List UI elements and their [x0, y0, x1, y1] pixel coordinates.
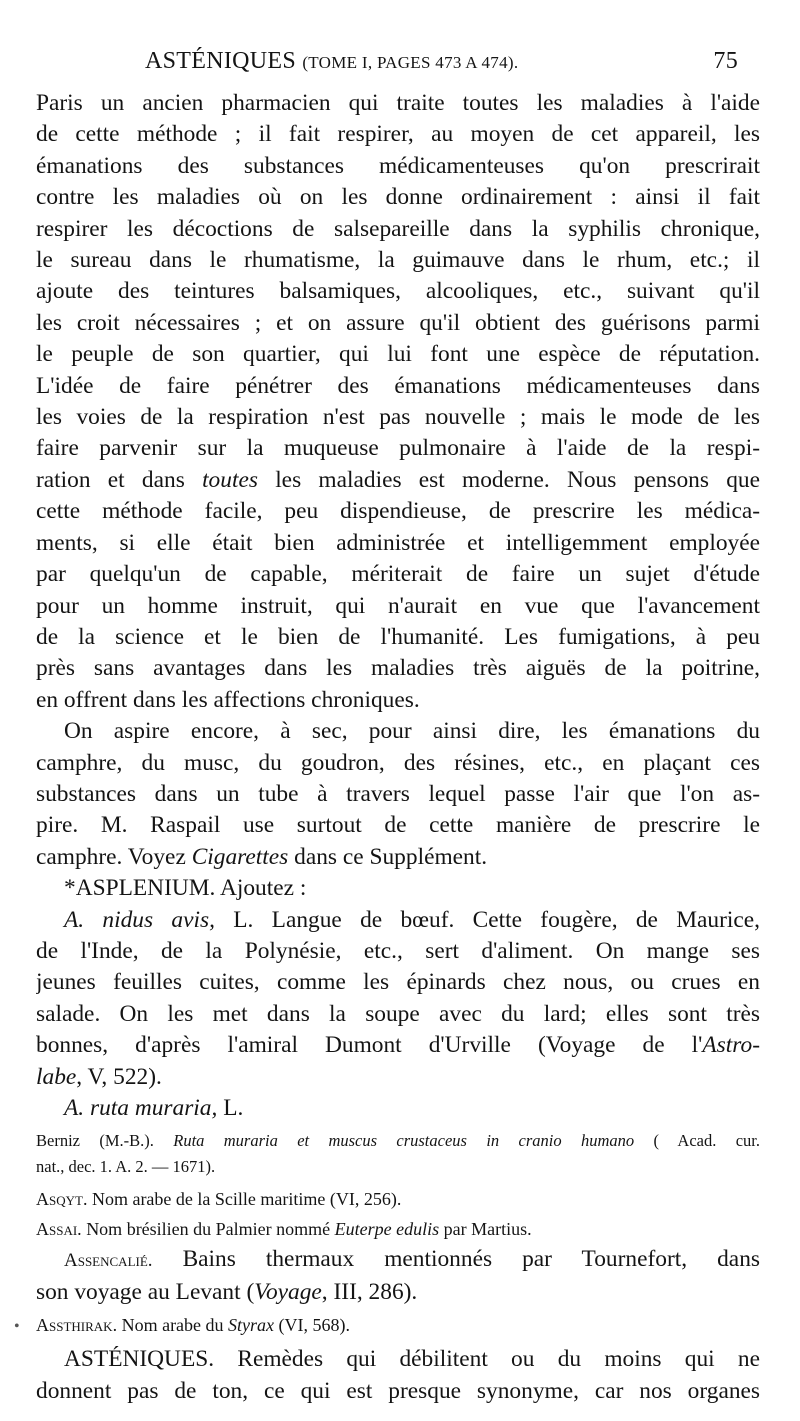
text-line [36, 1093, 760, 1124]
entry-assthirak [36, 1310, 760, 1340]
text-line: de la science et le bien de l'humanité. Les fumigations, à peu [36, 623, 760, 650]
italic-word: toutes [202, 466, 258, 493]
text-line [36, 1244, 760, 1276]
text-line: faire parvenir sur la muqueuse pulmonaire à l'aide de la respi- [36, 435, 760, 462]
reference-line: nat., dec. 1. A. 2. — 1671). [36, 1157, 216, 1177]
entry-text: Nom arabe du [121, 1315, 224, 1336]
text-line [36, 1214, 760, 1244]
asplenium-heading: *ASPLENIUM. Ajoutez : [64, 875, 307, 902]
text-line [36, 465, 760, 496]
text-line: les croit nécessaires ; et on assure qu'il obtient des guérisons parmi [36, 309, 760, 336]
body-text [36, 88, 760, 1407]
entry-head: Asqyt. [36, 1189, 88, 1210]
text-line: On aspire encore, à sec, pour ainsi dire, les émanations du [64, 718, 760, 745]
reference-author: Berniz (M.-B.). [36, 1131, 154, 1151]
text-line: de cette méthode ; il fait respirer, au moyen de cet appareil, les [36, 121, 760, 148]
entry-text: Bains thermaux mentionnés par Tournefort, dans [182, 1246, 760, 1273]
text-line [36, 1310, 760, 1340]
text-line: respirer les décoctions de salsepareille dans la syphilis chronique, [36, 215, 760, 242]
italic-word: Astro- [702, 1032, 760, 1059]
text-line: substances dans un tube à travers lequel passe l'air que l'on as- [36, 780, 760, 807]
paragraph-2 [36, 716, 760, 873]
italic-word: Cigarettes [191, 843, 289, 870]
text-line: pire. M. Raspail use surtout de cette manière de prescrire le [36, 812, 760, 839]
reference-line [36, 1128, 760, 1154]
text-fragment: camphre. Voyez [36, 843, 186, 870]
header-title-rest: (TOME I, PAGES 473 A 474). [302, 53, 519, 72]
entry-asqyt [36, 1184, 760, 1214]
text-fragment: L. Langue de bœuf. Cette fougère, de Maurice, [233, 906, 760, 933]
text-fragment: , V, 522). [76, 1063, 162, 1090]
italic-word: Voyage [254, 1278, 322, 1305]
asplenium-entry [36, 873, 760, 1180]
text-line: pour un homme instruit, qui n'aurait en vue que l'avancement [36, 592, 760, 619]
entry-head: ASTÉNIQUES. [64, 1346, 215, 1373]
text-line [36, 842, 760, 873]
text-fragment: L. [223, 1095, 244, 1121]
reference-title: Ruta muraria et muscus crustaceus in cranio humano [173, 1131, 635, 1151]
text-line: camphre, du musc, du goudron, des résines, etc., en plaçant ces [36, 749, 760, 776]
text-line: en offrent dans les affections chroniques. [36, 686, 420, 713]
text-line [36, 1030, 760, 1061]
entry-text: Nom arabe de la Scille maritime (VI, 256). [91, 1189, 402, 1210]
italic-word: Styrax [228, 1315, 275, 1336]
text-line: salade. On les met dans la soupe avec du lard; elles sont très [36, 1000, 760, 1027]
text-line [36, 1344, 760, 1375]
reference-source: ( Acad. cur. [653, 1131, 760, 1151]
text-line: ajoute des teintures balsamiques, alcooliques, etc., suivant qu'il [36, 278, 760, 305]
italic-word: Euterpe edulis [334, 1219, 440, 1240]
entry-assai [36, 1214, 760, 1244]
header-title [145, 48, 518, 75]
text-line: les voies de la respiration n'est pas nouvelle ; mais le mode de les [36, 404, 760, 431]
entry-assencalie [36, 1244, 760, 1308]
text-fragment: dans ce Supplément. [294, 843, 488, 870]
text-line: cette méthode facile, peu dispendieuse, de prescrire les médica- [36, 498, 760, 525]
text-line: le peuple de son quartier, qui lui font une espèce de réputation. [36, 341, 760, 368]
text-fragment: bonnes, d'après l'amiral Dumont d'Urville (Voyage de l' [36, 1032, 703, 1059]
text-line [36, 1062, 760, 1093]
page-number: 75 [713, 48, 738, 74]
text-line: contre les maladies où on les donne ordinairement : ainsi il fait [36, 184, 760, 211]
species-name: A. ruta muraria, [64, 1095, 218, 1121]
text-line [36, 1184, 760, 1214]
entry-text: Remèdes qui débilitent ou du moins qui ne [237, 1346, 760, 1373]
running-header [145, 48, 738, 75]
text-line: le sureau dans le rhumatisme, la guimauve dans le rhum, etc.; il [36, 247, 760, 274]
italic-word: labe [36, 1063, 77, 1090]
text-line: près sans avantages dans les maladies très aiguës de la poitrine, [36, 655, 760, 682]
paragraph-1 [36, 88, 760, 716]
entry-head: Assai. [36, 1219, 82, 1240]
text-line: par quelqu'un de capable, mériterait de faire un sujet d'étude [36, 561, 760, 588]
entry-text: son voyage au Levant ( [36, 1278, 255, 1305]
text-line: émanations des substances médicamenteuses qu'on prescrirait [36, 152, 760, 179]
text-line: Paris un ancien pharmacien qui traite toutes les maladies à l'aide [36, 90, 760, 116]
entry-head: Assthirak. [36, 1315, 118, 1336]
entry-text: Nom brésilien du Palmier nommé [86, 1219, 331, 1240]
text-line: donnent pas de ton, ce qui est presque synonyme, car nos organes [36, 1377, 760, 1404]
text-line [36, 1277, 760, 1308]
entry-text: par Martius. [443, 1219, 532, 1240]
header-title-main: ASTÉNIQUES [145, 48, 296, 74]
entry-head: Assencalié. [64, 1250, 153, 1272]
text-line: ments, si elle était bien administrée et intelligemment employée [36, 529, 760, 556]
entry-asteniques [36, 1344, 760, 1407]
text-line: jeunes feuilles cuites, comme les épinards chez nous, ou crues en [36, 969, 760, 996]
text-fragment: ration et dans [36, 466, 185, 493]
entry-text: (VI, 568). [278, 1315, 351, 1336]
margin-speck: • [14, 1318, 20, 1335]
species-name: A. nidus avis, [64, 906, 215, 933]
text-line: de l'Inde, de la Polynésie, etc., sert d'aliment. On mange ses [36, 937, 760, 964]
text-fragment: les maladies est moderne. Nous pensons que [275, 466, 760, 493]
text-line: L'idée de faire pénétrer des émanations médicamenteuses dans [36, 372, 760, 399]
text-line [36, 905, 760, 936]
entry-text: , III, 286). [321, 1278, 418, 1305]
